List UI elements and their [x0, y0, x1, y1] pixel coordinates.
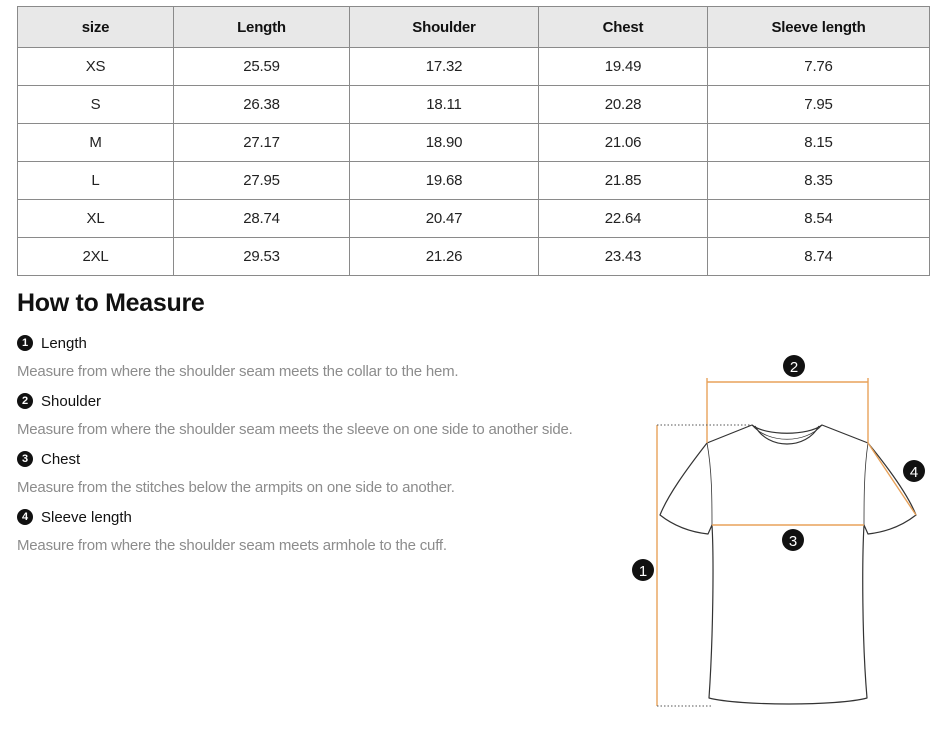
cell-sleeve-length: 8.15 [708, 124, 930, 162]
number-one-icon [632, 559, 654, 581]
cell-shoulder: 18.90 [350, 124, 539, 162]
cell-size: XS [18, 48, 174, 86]
cell-chest: 22.64 [539, 200, 708, 238]
table-row [18, 238, 930, 276]
step-length-description: Measure from where the shoulder seam meets the collar to the hem. [17, 363, 459, 380]
svg-text:1: 1 [638, 563, 648, 580]
cell-length: 27.95 [174, 162, 350, 200]
size-chart-table [17, 6, 930, 276]
cell-size: XL [18, 200, 174, 238]
svg-text:3: 3 [788, 533, 798, 550]
step-title: Sleeve length [41, 508, 132, 526]
cell-length: 25.59 [174, 48, 350, 86]
number-one-icon: 1 [17, 335, 33, 351]
step-title: Length [41, 334, 87, 352]
table-row [18, 124, 930, 162]
cell-sleeve-length: 7.76 [708, 48, 930, 86]
header-shoulder: Shoulder [350, 7, 539, 48]
number-two-icon [783, 355, 805, 377]
header-sleeve-length: Sleeve length [708, 7, 930, 48]
step-title: Chest [41, 450, 81, 468]
step-sleeve-length-description: Measure from where the shoulder seam meets armhole to the cuff. [17, 537, 447, 554]
number-two-icon: 2 [17, 393, 33, 409]
cell-shoulder: 18.11 [350, 86, 539, 124]
step-shoulder-heading [17, 392, 101, 410]
step-sleeve-length-heading [17, 508, 132, 526]
step-chest-heading [17, 450, 80, 468]
number-three-icon [782, 529, 804, 551]
tshirt-measurement-diagram [630, 350, 930, 720]
step-chest-description: Measure from the stitches below the armpits on one side to another. [17, 479, 455, 496]
cell-sleeve-length: 7.95 [708, 86, 930, 124]
table-row [18, 48, 930, 86]
step-title: Shoulder [41, 392, 102, 410]
number-four-icon [903, 460, 925, 482]
header-chest: Chest [539, 7, 708, 48]
cell-sleeve-length: 8.35 [708, 162, 930, 200]
cell-shoulder: 19.68 [350, 162, 539, 200]
step-length-heading [17, 334, 87, 352]
cell-sleeve-length: 8.54 [708, 200, 930, 238]
svg-text:2: 2 [789, 359, 799, 376]
cell-size: L [18, 162, 174, 200]
cell-shoulder: 17.32 [350, 48, 539, 86]
cell-length: 26.38 [174, 86, 350, 124]
table-row [18, 162, 930, 200]
cell-size: S [18, 86, 174, 124]
cell-size: 2XL [18, 238, 174, 276]
cell-chest: 21.06 [539, 124, 708, 162]
cell-chest: 20.28 [539, 86, 708, 124]
svg-text:4: 4 [909, 464, 919, 481]
measure-guide-title: How to Measure [17, 289, 205, 317]
number-four-icon: 4 [17, 509, 33, 525]
cell-size: M [18, 124, 174, 162]
header-size: size [18, 7, 174, 48]
cell-shoulder: 21.26 [350, 238, 539, 276]
cell-chest: 21.85 [539, 162, 708, 200]
table-header-row [18, 7, 930, 48]
table-row [18, 200, 930, 238]
cell-shoulder: 20.47 [350, 200, 539, 238]
step-shoulder-description: Measure from where the shoulder seam meets the sleeve on one side to another side. [17, 421, 573, 438]
tshirt-outline [660, 425, 919, 704]
number-three-icon: 3 [17, 451, 33, 467]
cell-chest: 19.49 [539, 48, 708, 86]
cell-sleeve-length: 8.74 [708, 238, 930, 276]
cell-chest: 23.43 [539, 238, 708, 276]
cell-length: 27.17 [174, 124, 350, 162]
header-length: Length [174, 7, 350, 48]
table-row [18, 86, 930, 124]
cell-length: 28.74 [174, 200, 350, 238]
cell-length: 29.53 [174, 238, 350, 276]
